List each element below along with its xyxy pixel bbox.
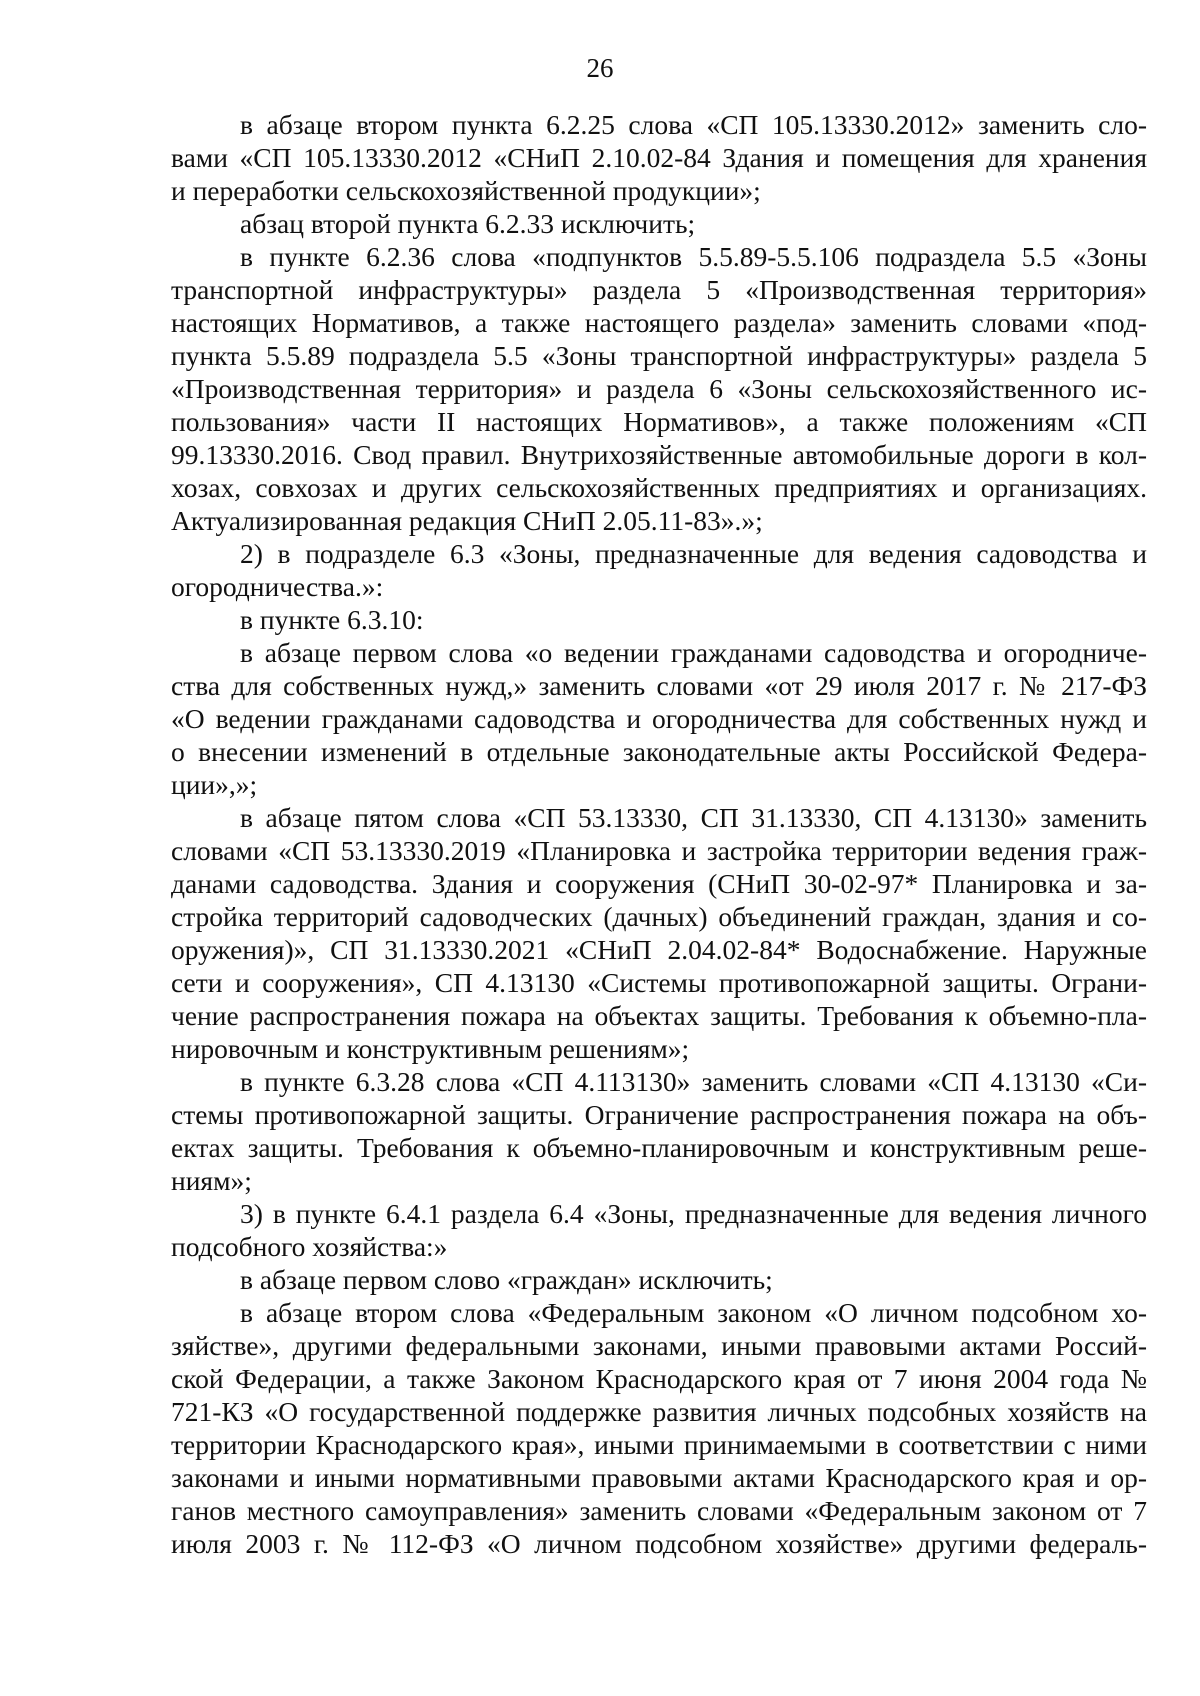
text-line: огородничества.»: xyxy=(171,571,384,602)
text-line: в абзаце втором пункта 6.2.25 слова «СП 105.13330.2012» заменить сло- xyxy=(240,109,1147,140)
text-line: в абзаце первом слова «о ведении гражданами садоводства и огородниче- xyxy=(240,637,1147,668)
text-line: пункта 5.5.89 подраздела 5.5 «Зоны транспортной инфраструктуры» раздела 5 xyxy=(171,340,1147,371)
text-line: 99.13330.2016. Свод правил. Внутрихозяйственные автомобильные дороги в кол- xyxy=(171,439,1147,470)
text-line: в пункте 6.3.28 слова «СП 4.113130» заменить словами «СП 4.13130 «Си- xyxy=(240,1066,1147,1097)
text-line: о внесении изменений в отдельные законодательные акты Российской Федера- xyxy=(171,736,1147,767)
text-line: чение распространения пожара на объектах защиты. Требования к объемно-пла- xyxy=(171,1000,1147,1031)
text-line: ства для собственных нужд,» заменить словами «от 29 июля 2017 г. № 217-ФЗ xyxy=(171,670,1147,701)
text-line: законами и иными нормативными правовыми актами Краснодарского края и ор- xyxy=(171,1462,1147,1493)
text-line: зяйстве», другими федеральными законами, иными правовыми актами Россий- xyxy=(171,1330,1147,1361)
page-number: 26 xyxy=(586,53,614,83)
text-line: стройка территорий садоводческих (дачных) объединений граждан, здания и со- xyxy=(171,901,1147,932)
text-line: в абзаце втором слова «Федеральным законом «О личном подсобном хо- xyxy=(240,1297,1147,1328)
text-line: ции»,»; xyxy=(171,769,258,800)
text-line: в пункте 6.3.10: xyxy=(240,604,424,635)
text-line: хозах, совхозах и других сельскохозяйственных предприятиях и организациях. xyxy=(171,472,1147,503)
text-line: Актуализированная редакция СНиП 2.05.11-83».»; xyxy=(171,505,763,536)
text-line: данами садоводства. Здания и сооружения (СНиП 30-02-97* Планировка и за- xyxy=(171,868,1147,899)
text-line: подсобного хозяйства:» xyxy=(171,1231,448,1262)
text-line: ниям»; xyxy=(171,1165,252,1196)
text-line: территории Краснодарского края», иными принимаемыми в соответствии с ними xyxy=(171,1429,1147,1460)
text-line: в абзаце первом слово «граждан» исключить; xyxy=(240,1264,773,1295)
text-line: ской Федерации, а также Законом Краснодарского края от 7 июня 2004 года № xyxy=(171,1363,1147,1394)
text-line: и переработки сельскохозяйственной продукции»; xyxy=(171,175,761,206)
text-line: 2) в подразделе 6.3 «Зоны, предназначенные для ведения садоводства и xyxy=(240,538,1147,569)
document-body xyxy=(171,108,1147,1560)
text-line: июля 2003 г. № 112-ФЗ «О личном подсобном хозяйстве» другими федераль- xyxy=(171,1528,1147,1559)
text-line: в пункте 6.2.36 слова «подпунктов 5.5.89-5.5.106 подраздела 5.5 «Зоны xyxy=(240,241,1147,272)
text-line: транспортной инфраструктуры» раздела 5 «Производственная территория» xyxy=(171,274,1147,305)
text-line: стемы противопожарной защиты. Ограничение распространения пожара на объ- xyxy=(171,1099,1147,1130)
text-line: нировочным и конструктивным решениям»; xyxy=(171,1033,690,1064)
text-line: настоящих Нормативов, а также настоящего раздела» заменить словами «под- xyxy=(171,307,1147,338)
text-line: ганов местного самоуправления» заменить словами «Федеральным законом от 7 xyxy=(171,1495,1147,1526)
text-line: словами «СП 53.13330.2019 «Планировка и застройка территории ведения граж- xyxy=(171,835,1147,866)
text-line: пользования» части II настоящих Нормативов», а также положениям «СП xyxy=(171,406,1147,437)
text-line: оружения)», СП 31.13330.2021 «СНиП 2.04.02-84* Водоснабжение. Наружные xyxy=(171,934,1147,965)
text-line: «Производственная территория» и раздела 6 «Зоны сельскохозяйственного ис- xyxy=(171,373,1147,404)
text-line: вами «СП 105.13330.2012 «СНиП 2.10.02-84 Здания и помещения для хранения xyxy=(171,142,1147,173)
text-line: в абзаце пятом слова «СП 53.13330, СП 31.13330, СП 4.13130» заменить xyxy=(240,802,1147,833)
text-line: абзац второй пункта 6.2.33 исключить; xyxy=(240,208,696,239)
text-line: ектах защиты. Требования к объемно-планировочным и конструктивным реше- xyxy=(171,1132,1147,1163)
text-line: «О ведении гражданами садоводства и огородничества для собственных нужд и xyxy=(171,703,1147,734)
text-line: 3) в пункте 6.4.1 раздела 6.4 «Зоны, предназначенные для ведения личного xyxy=(240,1198,1147,1229)
text-line: сети и сооружения», СП 4.13130 «Системы противопожарной защиты. Ограни- xyxy=(171,967,1147,998)
text-line: 721-КЗ «О государственной поддержке развития личных подсобных хозяйств на xyxy=(171,1396,1147,1427)
